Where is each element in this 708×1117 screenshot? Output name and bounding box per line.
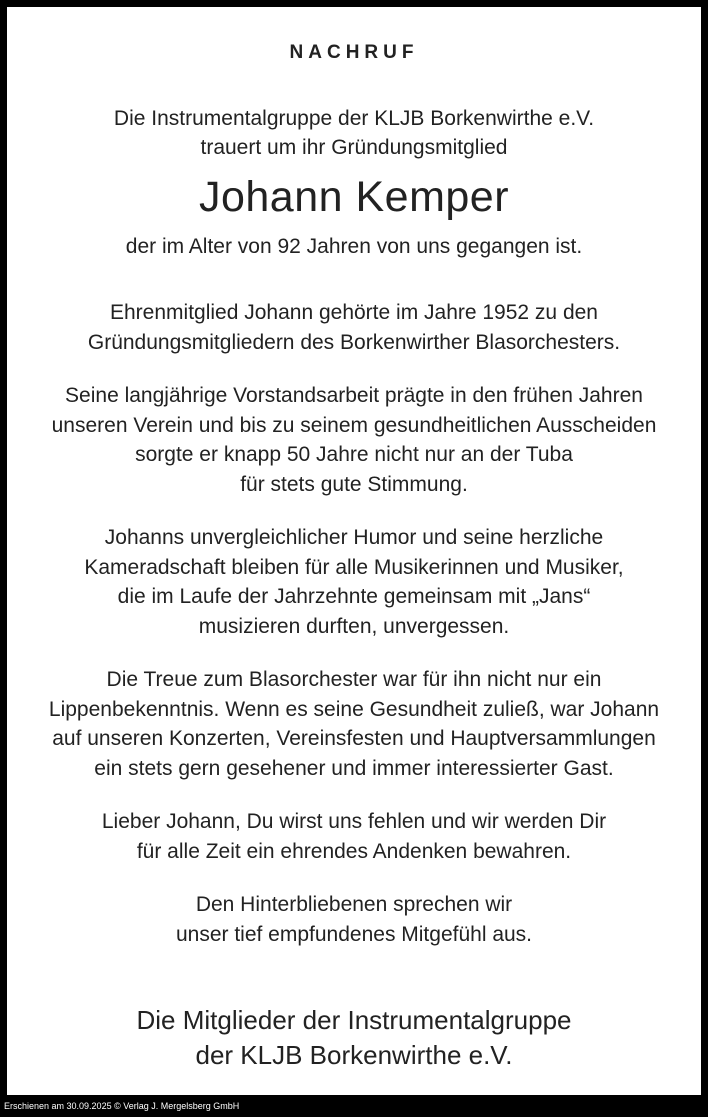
- paragraph-line: Johanns unvergleichlicher Humor und seine herzliche: [104, 526, 604, 549]
- age-line: der im Alter von 92 Jahren von uns gegangen ist.: [125, 235, 583, 258]
- paragraph-line: Den Hinterbliebenen sprechen wir: [195, 893, 513, 916]
- paragraph-line: sorgte er knapp 50 Jahre nicht nur an der Tuba: [135, 443, 573, 466]
- paragraph-condolence: [7, 890, 701, 949]
- obituary-notice: [7, 7, 701, 1095]
- obituary-body: [7, 298, 701, 973]
- intro-line: Die Instrumentalgruppe der KLJB Borkenwirthe e.V.: [113, 107, 595, 130]
- paragraph-line: für stets gute Stimmung.: [240, 472, 468, 496]
- paragraph-line: Gründungsmitgliedern des Borkenwirther Blasorchesters.: [87, 330, 621, 354]
- paragraph-board-work: [7, 381, 701, 499]
- paragraph-line: Seine langjährige Vorstandsarbeit prägte in den frühen Jahren: [65, 384, 643, 407]
- paragraph-line: die im Laufe der Jahrzehnte gemeinsam mit „Jans“: [117, 585, 591, 608]
- paragraph-line: Kameradschaft bleiben für alle Musikerinnen und Musiker,: [84, 555, 624, 579]
- signature-line: Die Mitglieder der Instrumentalgruppe: [136, 1005, 572, 1035]
- paragraph-line: auf unseren Konzerten, Vereinsfesten und Hauptversammlungen: [52, 727, 656, 750]
- paragraph-line: für alle Zeit ein ehrendes Andenken bewahren.: [136, 839, 572, 863]
- paragraph-line: Lippenbekenntnis. Wenn es seine Gesundheit zuließ, war Johann: [48, 697, 660, 721]
- paragraph-humor: [7, 523, 701, 641]
- signature-line: der KLJB Borkenwirthe e.V.: [195, 1040, 513, 1070]
- paragraph-line: Lieber Johann, Du wirst uns fehlen und wir werden Dir: [101, 810, 607, 833]
- paragraph-line: unseren Verein und bis zu seinem gesundheitlichen Ausscheiden: [51, 413, 657, 437]
- paragraph-line: ein stets gern gesehener und immer interessierter Gast.: [94, 756, 614, 780]
- intro-text: [7, 104, 701, 162]
- paragraph-farewell: [7, 807, 701, 866]
- publication-footer: Erschienen am 30.09.2025 © Verlag J. Mergelsberg GmbH: [4, 1101, 240, 1111]
- paragraph-line: musizieren durften, unvergessen.: [198, 614, 510, 638]
- paragraph-line: Die Treue zum Blasorchester war für ihn nicht nur ein: [106, 668, 602, 691]
- paragraph-line: Ehrenmitglied Johann gehörte im Jahre 1952 zu den: [110, 301, 598, 324]
- signature-block: [7, 1003, 701, 1073]
- notice-heading: NACHRUF: [289, 42, 419, 63]
- deceased-name: Johann Kemper: [198, 173, 510, 221]
- paragraph-founding: [7, 298, 701, 357]
- paragraph-loyalty: [7, 665, 701, 783]
- paragraph-line: unser tief empfundenes Mitgefühl aus.: [175, 922, 533, 946]
- intro-line: trauert um ihr Gründungsmitglied: [200, 136, 508, 159]
